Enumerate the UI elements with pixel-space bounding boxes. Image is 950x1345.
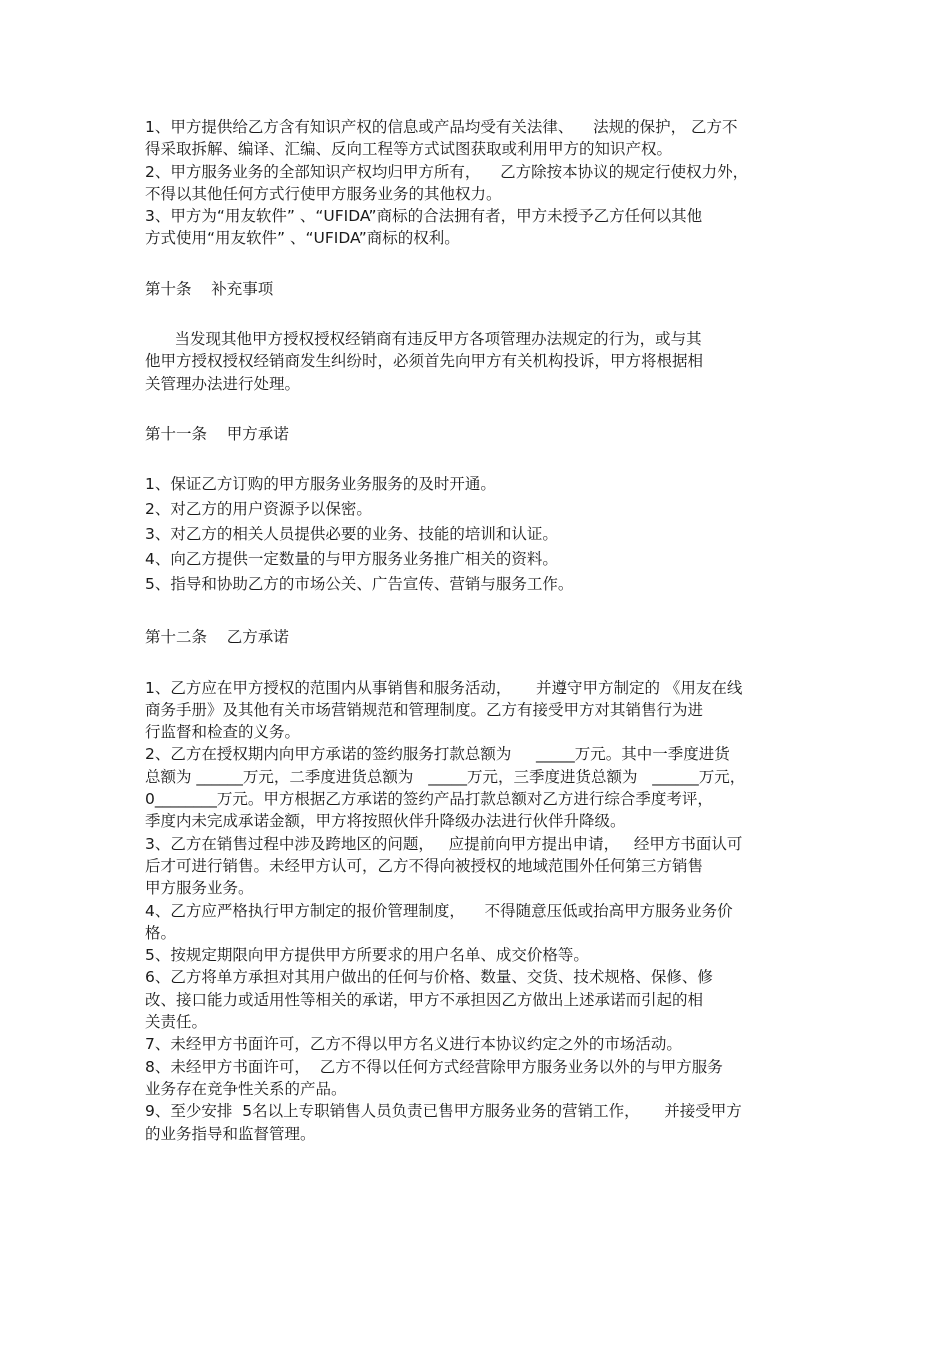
- text-line: 关管理办法进行处理。: [145, 374, 301, 393]
- text-line: 他甲方授权授权经销商发生纠纷时，必须首先向甲方有关机构投诉，甲方将根据相: [145, 352, 704, 371]
- text-line: 甲方服务业务。: [145, 879, 254, 898]
- commitment-2: [145, 743, 845, 832]
- text-line: 3、乙方在销售过程中涉及跨地区的问题， 应提前向甲方提出申请， 经甲方书面认可: [145, 834, 743, 853]
- text-line: 8、未经甲方书面许可， 乙方不得以任何方式经营除甲方服务业务以外的与甲方服务: [145, 1057, 723, 1076]
- text-line: 的业务指导和监督管理。: [145, 1124, 316, 1143]
- text-line: 不得以其他任何方式行使甲方服务业务的其他权力。: [145, 184, 502, 203]
- article-11-heading: 第十一条 甲方承诺: [145, 424, 289, 443]
- text-line: 5、按规定期限向甲方提供甲方所要求的用户名单、成交价格等。: [145, 946, 589, 965]
- ip-clause-list: [145, 116, 845, 250]
- article-12-heading: 第十二条 乙方承诺: [145, 628, 289, 647]
- article-12-list: [145, 677, 845, 1145]
- commitment-8: [145, 1056, 845, 1101]
- text-line: 3、甲方为“用友软件” 、“UFIDA”商标的合法拥有者，甲方未授予乙方任何以其他: [145, 207, 703, 226]
- text-line: 后才可进行销售。未经甲方认可，乙方不得向被授权的地域范围外任何第三方销售: [145, 856, 704, 875]
- text-line: 季度内未完成承诺金额，甲方将按照伙伴升降级办法进行伙伴升降级。: [145, 812, 626, 831]
- text-line: 行监督和检查的义务。: [145, 723, 301, 742]
- text-line: 关责任。: [145, 1013, 208, 1032]
- text-line: 2、甲方服务业务的全部知识产权均归甲方所有， 乙方除按本协议的规定行使权力外，: [145, 162, 749, 181]
- list-item: 1、保证乙方订购的甲方服务业务服务的及时开通。: [145, 475, 496, 494]
- text-line: 9、至少安排 5名以上专职销售人员负责已售甲方服务业务的营销工作， 并接受甲方: [145, 1102, 742, 1121]
- text-line: 2、乙方在授权期内向甲方承诺的签约服务打款总额为 _____万元。其中一季度进货: [145, 745, 730, 764]
- document-page: [145, 116, 845, 1145]
- text-line: 业务存在竞争性关系的产品。: [145, 1079, 347, 1098]
- text-line: 得采取拆解、编译、汇编、反向工程等方式试图获取或利用甲方的知识产权。: [145, 140, 673, 159]
- text-line: 4、乙方应严格执行甲方制定的报价管理制度， 不得随意压低或抬高甲方服务业务价: [145, 901, 733, 920]
- text-line: 当发现其他甲方授权授权经销商有违反甲方各项管理办法规定的行为，或与其: [145, 330, 702, 349]
- commitment-5: [145, 944, 845, 966]
- ip-clause-1: [145, 116, 845, 161]
- list-item: 4、向乙方提供一定数量的与甲方服务业务推广相关的资料。: [145, 550, 558, 569]
- text-line: 0________万元。甲方根据乙方承诺的签约产品打款总额对乙方进行综合季度考评，: [145, 790, 713, 809]
- text-line: 商务手册》及其他有关市场营销规范和管理制度。乙方有接受甲方对其销售行为进: [145, 700, 704, 719]
- text-line: 改、接口能力或适用性等相关的承诺，甲方不承担因乙方做出上述承诺而引起的相: [145, 990, 704, 1009]
- commitment-6: [145, 966, 845, 1033]
- commitment-4: [145, 900, 845, 945]
- list-item: 5、指导和协助乙方的市场公关、广告宣传、营销与服务工作。: [145, 575, 574, 594]
- text-line: 1、乙方应在甲方授权的范围内从事销售和服务活动， 并遵守甲方制定的 《用友在线: [145, 678, 743, 697]
- text-line: 6、乙方将单方承担对其用户做出的任何与价格、数量、交货、技术规格、保修、修: [145, 968, 713, 987]
- ip-clause-2: [145, 161, 845, 206]
- list-item: 2、对乙方的用户资源予以保密。: [145, 500, 372, 519]
- commitment-1: [145, 677, 845, 744]
- ip-clause-3: [145, 205, 845, 250]
- article-11-list: [145, 473, 845, 598]
- text-line: 总额为 ______万元，二季度进货总额为 _____万元，三季度进货总额为 ______万元，: [145, 767, 746, 786]
- list-item: 3、对乙方的相关人员提供必要的业务、技能的培训和认证。: [145, 525, 558, 544]
- commitment-9: [145, 1100, 845, 1145]
- article-10-body: [145, 328, 845, 395]
- text-line: 7、未经甲方书面许可，乙方不得以甲方名义进行本协议约定之外的市场活动。: [145, 1035, 682, 1054]
- text-line: 格。: [145, 923, 177, 942]
- commitment-3: [145, 833, 845, 900]
- commitment-7: [145, 1033, 845, 1055]
- article-10-heading: 第十条 补充事项: [145, 279, 274, 298]
- text-line: 1、甲方提供给乙方含有知识产权的信息或产品均受有关法律、 法规的保护， 乙方不: [145, 118, 738, 136]
- text-line: 方式使用“用友软件” 、“UFIDA”商标的权利。: [145, 229, 460, 248]
